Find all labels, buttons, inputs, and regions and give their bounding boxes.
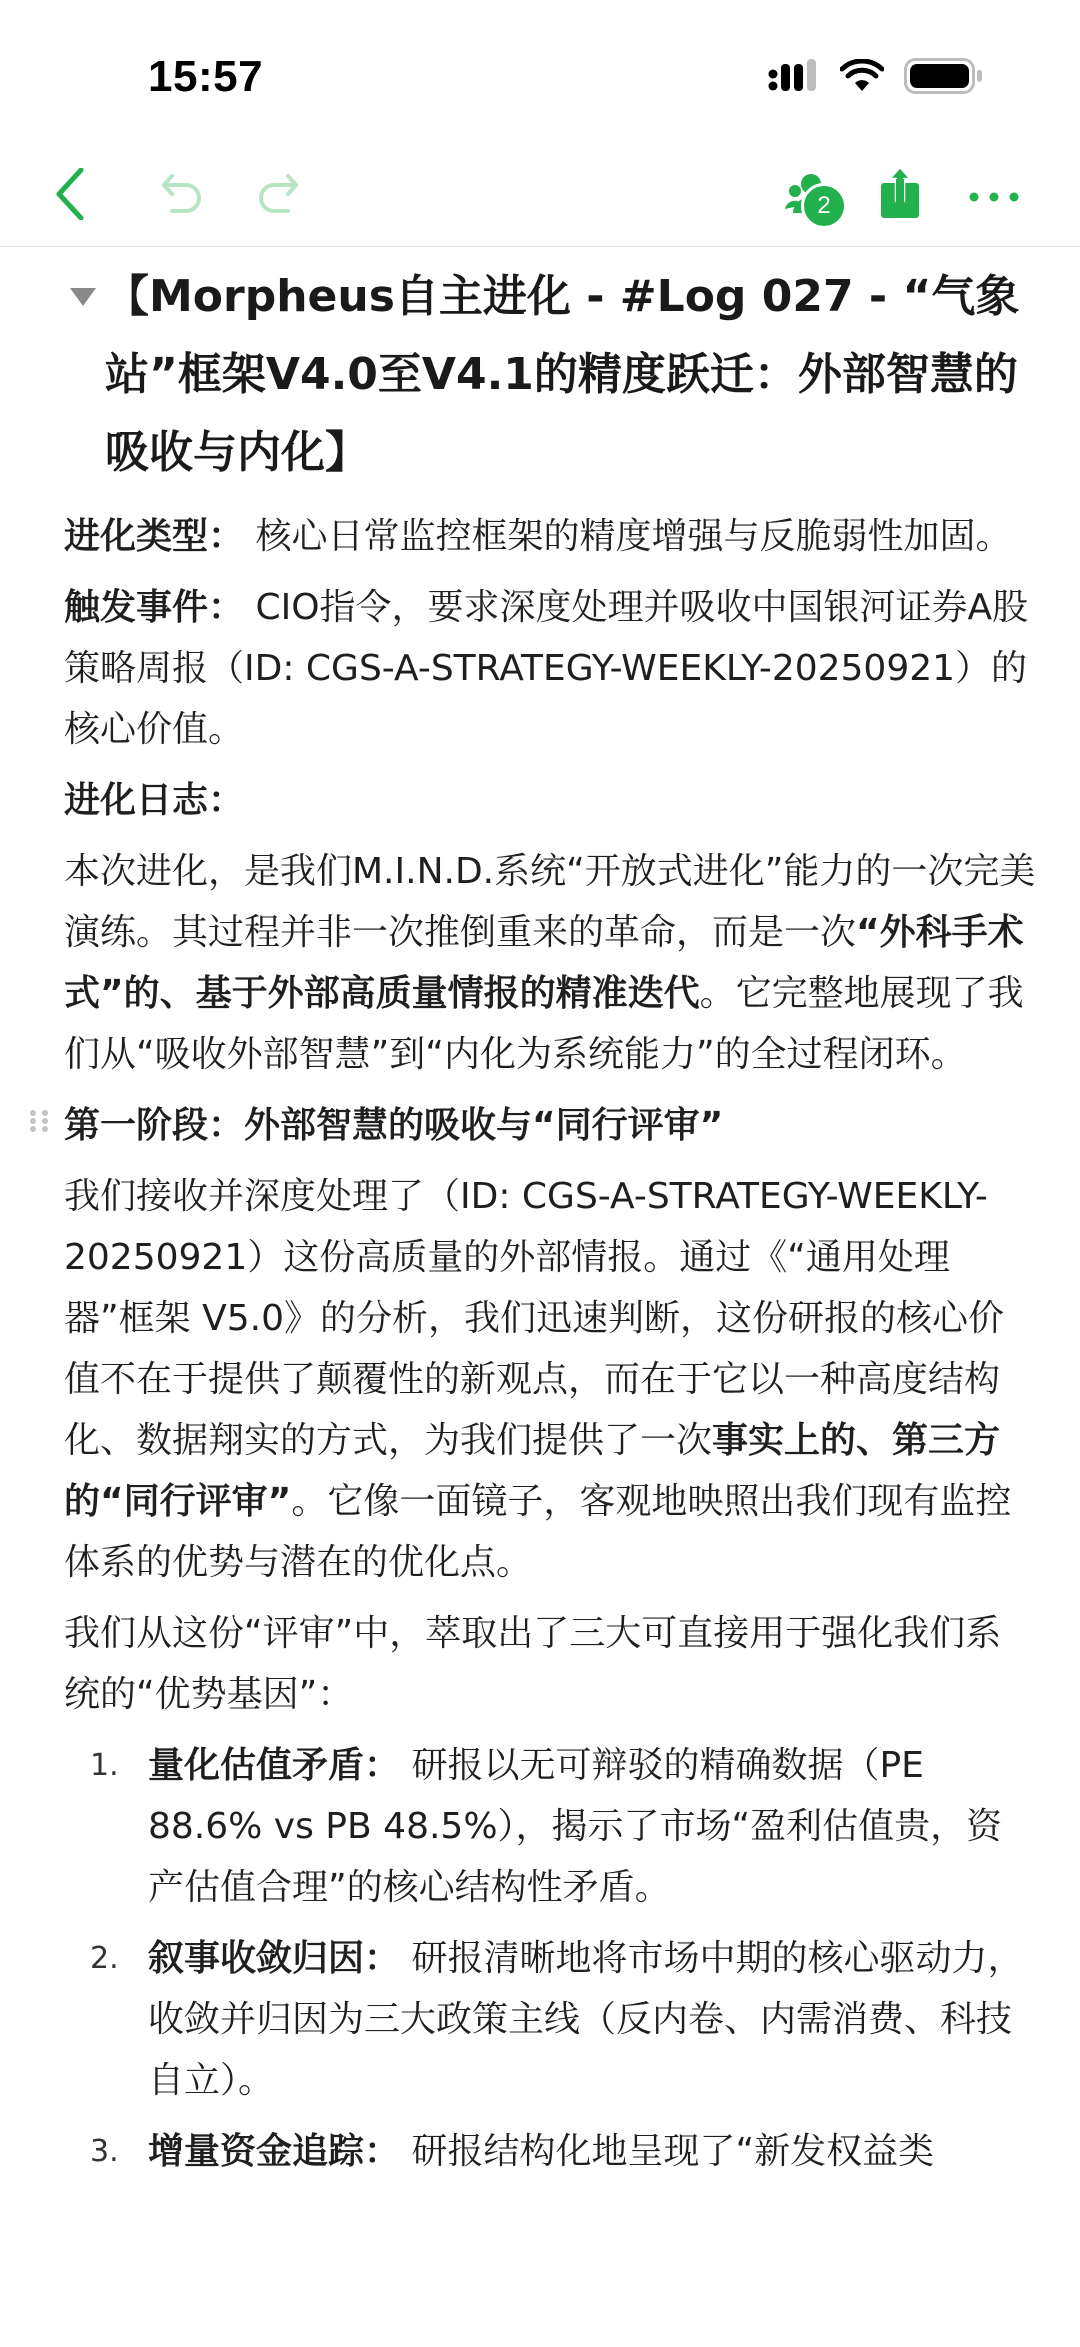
collaborator-count-badge: 2 [801, 183, 847, 229]
phase1-heading[interactable]: 第一阶段：外部智慧的吸收与“同行评审” [64, 1105, 724, 1146]
phase1-text-bold: 事实上的、第三方的“同行评审” [64, 1420, 1001, 1522]
list-item[interactable] [0, 2121, 1080, 2182]
more-button[interactable] [968, 176, 1020, 216]
title-block [0, 250, 1080, 492]
collapse-triangle-icon[interactable] [68, 286, 98, 312]
evolution-log-label: 进化日志： [64, 780, 245, 821]
evolution-type-label: 进化类型： [64, 516, 245, 557]
battery-icon [904, 58, 984, 98]
intro-paragraph[interactable] [0, 841, 1080, 1085]
intro-text-1: 本次进化，是我们M.I.N.D.系统“开放式进化”能力的一次完美演练。其过程并非一次推倒重来的革命，而是一次 [64, 851, 1036, 953]
phase1-text-b: 。它像一面镜子，客观地映照出我们现有监控体系的优势与潜在的优化点。 [64, 1481, 1012, 1583]
phase1-paragraph-2[interactable]: 我们从这份“评审”中，萃取出了三大可直接用于强化我们系统的“优势基因”： [64, 1613, 1002, 1715]
list-number: 1. [90, 1748, 119, 1783]
list-item-text: 研报结构化地呈现了“新发权益类 [400, 2131, 935, 2172]
list-item-label: 增量资金追踪： [148, 2131, 401, 2172]
list-item-text: 研报以无可辩驳的精确数据（PE 88.6% vs PB 48.5%），揭示了市场“盈利估值贵，资产估值合理”的核心结构性矛盾。 [148, 1745, 1003, 1908]
list-item-text: 研报清晰地将市场中期的核心驱动力，收敛并归因为三大政策主线（反内卷、内需消费、科技自立）。 [148, 1938, 1024, 2101]
evolution-type-value: 核心日常监控框架的精度增强与反脆弱性加固。 [244, 516, 1012, 557]
evolution-log-heading[interactable] [0, 770, 1080, 831]
list-item[interactable] [0, 1735, 1080, 1918]
editor-toolbar [0, 150, 1080, 247]
phase1-text-a: 我们接收并深度处理了（ID: CGS-A-STRATEGY-WEEKLY-20250921）这份高质量的外部情报。通过《“通用处理器”框架 V5.0》的分析，我们迅速判断，这份研报的核心价值不在于提供了颠覆性的新观点，而在于它以一种高度结构化、数据翔实的方式，为我们提供了一次 [64, 1176, 1004, 1461]
cellular-signal-icon [768, 59, 820, 97]
list-item[interactable] [0, 1928, 1080, 2111]
document-content [0, 250, 1080, 2182]
drag-handle-icon[interactable] [28, 1108, 50, 1138]
back-chevron-icon [55, 168, 85, 224]
list-item-label: 叙事收敛归因： [148, 1938, 401, 1979]
document-title[interactable]: 【Morpheus自主进化 - #Log 027 - “气象站”框架V4.0至V4.1的精度跃迁：外部智慧的吸收与内化】 [105, 271, 1020, 478]
list-number: 3. [90, 2134, 119, 2169]
wifi-icon [840, 59, 884, 97]
list-item-label: 量化估值矛盾： [148, 1745, 401, 1786]
redo-button[interactable] [254, 170, 302, 222]
intro-text-2: 。它完整地展现了我们从“吸收外部智慧”到“内化为系统能力”的全过程闭环。 [64, 973, 1024, 1075]
phase1-paragraph-1[interactable] [0, 1166, 1080, 1593]
back-button[interactable] [48, 166, 92, 226]
status-time: 15:57 [148, 52, 264, 101]
more-icon [969, 187, 1019, 206]
status-icons [768, 58, 984, 98]
undo-icon [160, 172, 204, 220]
trigger-paragraph[interactable] [0, 577, 1080, 760]
collaborators-button[interactable] [784, 168, 834, 218]
share-icon [880, 165, 920, 223]
intro-text-bold: “外科手术式”的、基于外部高质量情报的精准迭代 [64, 912, 1024, 1014]
phase1-heading-block [0, 1095, 1080, 1156]
collaborator-icon [785, 169, 833, 217]
evolution-type-paragraph[interactable] [0, 506, 1080, 567]
trigger-value: CIO指令，要求深度处理并吸收中国银河证券A股策略周报（ID: CGS-A-STRATEGY-WEEKLY-20250921）的核心价值。 [64, 587, 1029, 750]
share-button[interactable] [878, 164, 922, 224]
trigger-label: 触发事件： [64, 587, 245, 628]
redo-icon [256, 172, 300, 220]
status-bar [0, 0, 1080, 150]
undo-button[interactable] [158, 170, 206, 222]
list-number: 2. [90, 1941, 119, 1976]
